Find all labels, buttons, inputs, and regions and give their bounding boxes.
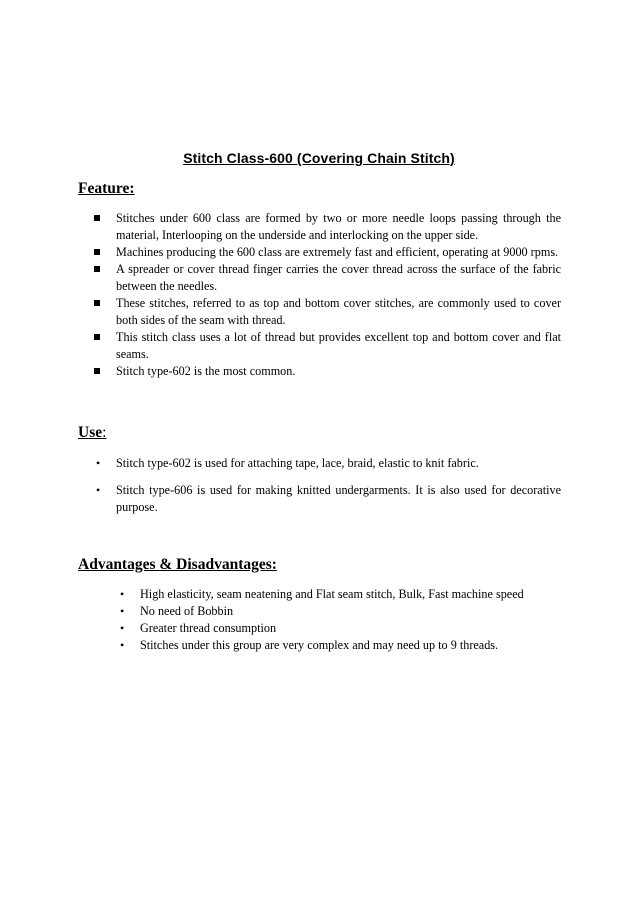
list-item [116, 244, 561, 261]
list-item [120, 603, 560, 620]
square-bullet-icon [94, 266, 100, 272]
advantages-heading: Advantages & Disadvantages: [78, 556, 277, 573]
page-title: Stitch Class-600 (Covering Chain Stitch) [183, 150, 455, 166]
list-item [116, 261, 561, 295]
feature-item-6: Stitch type-602 is the most common. [116, 364, 296, 378]
list-item [96, 482, 561, 516]
use-heading-text: Use [78, 424, 103, 441]
dot-bullet-icon: • [96, 456, 101, 470]
square-bullet-icon [94, 249, 100, 255]
advantages-item-2: No need of Bobbin [140, 604, 234, 618]
feature-item-1: Stitches under 600 class are formed by two or more needle loops passing through the material, Interlooping on the underside and interlocking on the upper side. [116, 211, 561, 242]
list-item [116, 210, 561, 244]
dot-bullet-icon: • [96, 483, 101, 497]
dot-bullet-icon: • [120, 621, 125, 635]
feature-item-5: This stitch class uses a lot of thread but provides excellent top and bottom cover and flat seams. [116, 330, 561, 361]
list-item [120, 620, 560, 637]
dot-bullet-icon: • [120, 604, 125, 618]
dot-bullet-icon: • [120, 638, 125, 652]
advantages-item-4: Stitches under this group are very complex and may need up to 9 threads. [140, 638, 499, 652]
list-item [120, 586, 560, 603]
square-bullet-icon [94, 368, 100, 374]
list-item [116, 295, 561, 329]
dot-bullet-icon: • [120, 587, 125, 601]
list-item [116, 329, 561, 363]
square-bullet-icon [94, 334, 100, 340]
use-list [96, 455, 561, 516]
feature-item-3: A spreader or cover thread finger carries the cover thread across the surface of the fabric between the needles. [116, 262, 561, 293]
use-heading [78, 424, 106, 442]
advantages-item-3: Greater thread consumption [140, 621, 277, 635]
use-heading-colon: : [102, 424, 107, 441]
feature-list [116, 210, 561, 380]
advantages-list [120, 586, 560, 654]
advantages-item-1: High elasticity, seam neatening and Flat seam stitch, Bulk, Fast machine speed [140, 587, 524, 601]
list-item [116, 363, 561, 380]
feature-item-2: Machines producing the 600 class are extremely fast and efficient, operating at 9000 rpms. [116, 245, 559, 259]
use-item-1: Stitch type-602 is used for attaching tape, lace, braid, elastic to knit fabric. [116, 456, 479, 470]
square-bullet-icon [94, 300, 100, 306]
feature-heading: Feature: [78, 180, 135, 197]
square-bullet-icon [94, 215, 100, 221]
list-item [96, 455, 561, 472]
feature-item-4: These stitches, referred to as top and bottom cover stitches, are commonly used to cover both sides of the seam with thread. [116, 296, 561, 327]
list-item [120, 637, 560, 654]
use-item-2: Stitch type-606 is used for making knitted undergarments. It is also used for decorative purpose. [116, 483, 561, 514]
